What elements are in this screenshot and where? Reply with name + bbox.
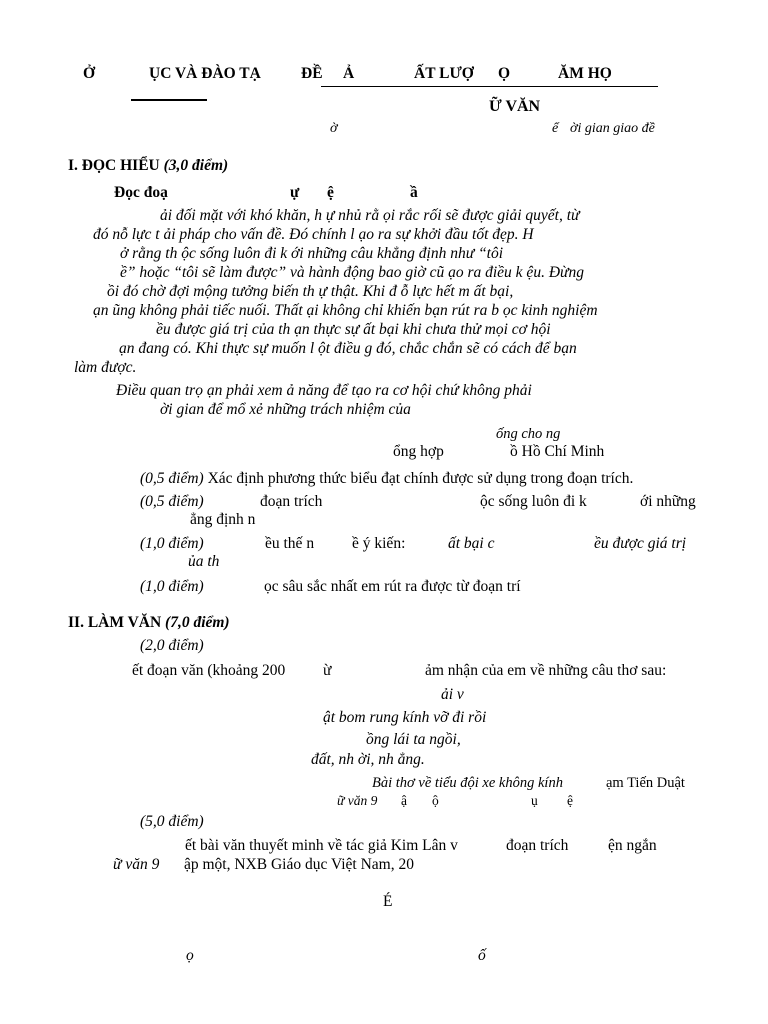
passage2-line-2: ời gian để mổ xẻ những trách nhiệm của (160, 401, 411, 418)
header-exam-1: ĐỀ (301, 65, 323, 82)
end-marker: É (383, 893, 393, 910)
passage-line-5: ồi đó chờ đợi mộng tưởng biến th ự thật. Khi đ ỗ lực hết m ất bại, (107, 283, 514, 300)
poem-source2-d: ụ (531, 793, 538, 808)
poem-source2-c: ộ (432, 793, 439, 808)
question-3-text-e: ủa th (188, 553, 220, 570)
passage-line-3: ở rằng th ộc sống luôn đi k ới những câu khẳng định như “tôi (120, 245, 504, 262)
subject-title: Ữ VĂN (489, 98, 541, 115)
part1-points: (3,0 điểm) (163, 157, 229, 174)
passage2-line-1: Điều quan trọ ạn phải xem ả năng để tạo ra cơ hội chứ không phải (116, 382, 532, 399)
intro-2: ự (290, 184, 300, 201)
footer-right: ố (478, 947, 486, 964)
poem-source2-b: ậ (401, 793, 407, 808)
poem-source2-a: ữ văn 9 (337, 793, 378, 808)
question-3-text-c: ất bại c (448, 535, 495, 552)
footer-left: ọ (186, 947, 194, 964)
header-exam-5: ĂM HỌ (558, 65, 612, 82)
poem-line-1: ải v (441, 686, 464, 703)
part1-heading-row (68, 157, 228, 175)
passage-line-4: ề” hoặc “tôi sẽ làm được” và hành động bao giờ cũ ạo ra điều k ệu. Đừng (120, 264, 584, 281)
header-exam-underline (321, 86, 658, 87)
header-exam-3: ẤT LƯỢ (414, 65, 474, 82)
part2-q2-src-b: ập một, NXB Giáo dục Việt Nam, 20 (184, 856, 414, 873)
question-4-text: ọc sâu sắc nhất em rút ra được từ đoạn trí (264, 578, 521, 595)
passage-line-8: ạn đang có. Khi thực sự muốn l ột điều g đó, chắc chắn sẽ có cách để bạn (119, 340, 577, 357)
question-3-points: (1,0 điểm) (140, 535, 204, 552)
passage-line-7: ều được giá trị của th ạn thực sự ất bại khi chưa thử mọi cơ hội (156, 321, 551, 338)
question-3-text-a: ều thế n (265, 535, 315, 552)
poem-line-2: ật bom rung kính vỡ đi rồi (323, 709, 487, 726)
header-exam-4: Ọ (498, 65, 511, 82)
part2-q2-text-b: đoạn trích (506, 837, 569, 854)
header-dept-underline (131, 99, 207, 101)
part2-q2-text-a: ết bài văn thuyết minh về tác giả Kim Lân v (185, 837, 458, 854)
intro-3: ệ (327, 184, 334, 201)
intro-4: ầ (410, 184, 418, 201)
question-3-text-d: ều được giá trị (594, 535, 687, 552)
time-note-2: ời gian giao đề (570, 121, 655, 136)
header-exam-2: Ả (343, 65, 355, 82)
part2-q1-text-a: ết đoạn văn (khoảng 200 (132, 662, 286, 679)
question-3-text-b: ề ý kiến: (352, 535, 406, 552)
part2-points: (7,0 điểm) (165, 614, 230, 631)
poem-source-author: ạm Tiến Duật (606, 775, 685, 791)
question-4-points: (1,0 điểm) (140, 578, 204, 595)
part2-heading: II. LÀM VĂN (68, 614, 162, 631)
passage-line-9: làm được. (74, 359, 137, 376)
poem-line-3: ồng lái ta ngồi, (366, 731, 461, 748)
question-2-text-a: đoạn trích (260, 493, 323, 510)
passage-line-1: ải đối mặt với khó khăn, h ự nhủ rằ ọi rắc rối sẽ được giải quyết, từ (160, 207, 580, 224)
intro-1: Đọc đoạ (114, 184, 168, 201)
poem-line-4: đất, nh ời, nh ẳng. (311, 751, 425, 768)
question-2-text-b: ộc sống luôn đi k (480, 493, 587, 510)
source-line-2a: ổng hợp (393, 443, 444, 460)
part2-q1-text-b: ừ (323, 662, 332, 679)
poem-source-title: Bài thơ về tiểu đội xe không kính (372, 775, 563, 791)
poem-source2-e: ệ (567, 793, 573, 808)
question-2-text-c: ới những (640, 493, 696, 510)
part2-heading-row (68, 614, 230, 632)
header-dept-1: Ở (83, 65, 96, 82)
part2-q2-points: (5,0 điểm) (140, 813, 204, 830)
part2-q2-text-c: ện ngắn (608, 837, 657, 854)
header-dept-2: ỤC VÀ ĐÀO TẠ (149, 65, 261, 82)
question-1-points: (0,5 điểm) (140, 470, 204, 487)
source-line-2b: ồ Hồ Chí Minh (510, 443, 605, 460)
part1-heading: I. ĐỌC HIỂU (68, 157, 160, 174)
question-1-text: Xác định phương thức biểu đạt chính được sử dụng trong đoạn trích. (207, 470, 634, 487)
passage-line-6: ạn ũng không phải tiếc nuối. Thất ại không chỉ khiến bạn rút ra b ọc kinh nghiệm (93, 302, 598, 319)
question-1 (140, 470, 633, 488)
part2-q1-points: (2,0 điểm) (140, 637, 204, 654)
passage-line-2: đó nỗ lực t ải pháp cho vấn đề. Đó chính l ạo ra sự khởi đầu tốt đẹp. H (93, 226, 534, 243)
time-note-1: ể (552, 121, 559, 136)
part2-q1-text-c: ảm nhận của em về những câu thơ sau: (425, 662, 667, 679)
time-label: ờ (330, 121, 338, 136)
part2-q2-src-a: ữ văn 9 (113, 856, 160, 873)
question-2-points: (0,5 điểm) (140, 493, 204, 510)
question-2-text-d: ẳng định n (190, 511, 256, 528)
source-line-1: ống cho ng (496, 426, 561, 442)
